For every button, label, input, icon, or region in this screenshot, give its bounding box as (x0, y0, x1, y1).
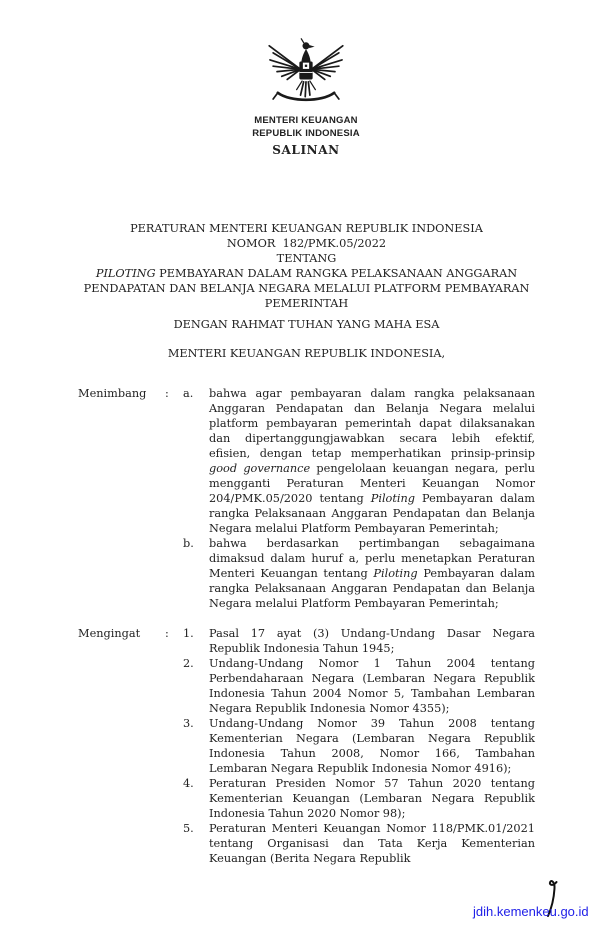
regulation-title: PERATURAN MENTERI KEUANGAN REPUBLIK INDONESIA (130, 222, 483, 235)
item-marker: a. (183, 387, 194, 400)
ministry-name-line2: REPUBLIK INDONESIA (252, 127, 360, 139)
considering-colon: : (165, 387, 169, 400)
item-text: bahwa agar pembayaran dalam rangka pelaksanaan Anggaran Pendapatan dan Belanja Negara melalui platform pembayaran pemerintah dapat dilaksanakan dan dipertanggungjawabkan secara lebih efektif, efisien, dengan tetap memperhatikan prinsip-prinsip good governance pengelolaan keuangan negara, perlu mengganti Peraturan Menteri Keuangan Nomor 204/PMK.05/2020 tentang Piloting Pembayaran dalam rangka Pelaksanaan Anggaran Pendapatan dan Belanja Negara melalui Platform Pembayaran Pemerintah; (209, 387, 535, 535)
garuda-pancasila-emblem-icon (265, 38, 347, 110)
legal-basis-item-3 (183, 716, 535, 776)
legal-basis-item-2 (183, 656, 535, 716)
document-body (78, 221, 535, 866)
legal-basis-item-1 (183, 626, 535, 656)
item-marker: 4. (183, 777, 194, 790)
legal-basis-section (78, 626, 535, 866)
item-marker: 2. (183, 657, 194, 670)
considering-items (183, 386, 535, 611)
item-marker: 1. (183, 627, 194, 640)
legal-basis-item-5 (183, 821, 535, 866)
footer-link[interactable]: jdih.kemenkeu.go.id (473, 904, 589, 919)
legal-basis-items (183, 626, 535, 866)
item-text: Undang-Undang Nomor 1 Tahun 2004 tentang Perbendaharaan Negara (Lembaran Negara Republik Indonesia Tahun 2004 Nomor 5, Tambahan Lembaran Negara Republik Indonesia Nomor 4355); (209, 657, 535, 715)
copy-status-label: SALINAN (272, 143, 340, 157)
regulation-subject: PILOTING PEMBAYARAN DALAM RANGKA PELAKSANAAN ANGGARAN PENDAPATAN DAN BELANJA NEGARA MELALUI PLATFORM PEMBAYARAN PEMERINTAH (83, 267, 530, 310)
legal-basis-colon: : (165, 627, 169, 640)
item-text: Undang-Undang Nomor 39 Tahun 2008 tentang Kementerian Negara (Lembaran Negara Republik Indonesia Tahun 2008, Nomor 166, Tambahan Lembaran Negara Republik Indonesia Nomor 4916); (209, 717, 535, 775)
item-text: bahwa berdasarkan pertimbangan sebagaimana dimaksud dalam huruf a, perlu menetapkan Peraturan Menteri Keuangan tentang Piloting Pembayaran dalam rangka Pelaksanaan Anggaran Pendapatan dan Belanja Negara melalui Platform Pembayaran Pemerintah; (209, 537, 535, 610)
legal-basis-item-4 (183, 776, 535, 821)
item-text: Pasal 17 ayat (3) Undang-Undang Dasar Negara Republik Indonesia Tahun 1945; (209, 627, 535, 655)
item-marker: b. (183, 537, 194, 550)
ministry-name-line1: MENTERI KEUANGAN (254, 115, 358, 126)
considering-label: Menimbang (78, 387, 147, 400)
about-label: TENTANG (276, 252, 337, 265)
item-marker: 5. (183, 822, 194, 835)
title-block (78, 221, 535, 311)
considering-item-a (183, 386, 535, 536)
item-text: Peraturan Presiden Nomor 57 Tahun 2020 tentang Kementerian Keuangan (Lembaran Negara Republik Indonesia Tahun 2020 Nomor 98); (209, 777, 535, 820)
considering-section (78, 386, 535, 611)
considering-item-b (183, 536, 535, 611)
invocation-line: DENGAN RAHMAT TUHAN YANG MAHA ESA (173, 318, 440, 331)
item-marker: 3. (183, 717, 194, 730)
enacting-authority-line: MENTERI KEUANGAN REPUBLIK INDONESIA, (167, 347, 446, 360)
item-text: Peraturan Menteri Keuangan Nomor 118/PMK.01/2021 tentang Organisasi dan Tata Kerja Kementerian Keuangan (Berita Negara Republik (209, 822, 535, 865)
regulation-number: NOMOR 182/PMK.05/2022 (226, 237, 387, 250)
legal-basis-label: Mengingat (78, 627, 141, 640)
letterhead (0, 38, 612, 157)
